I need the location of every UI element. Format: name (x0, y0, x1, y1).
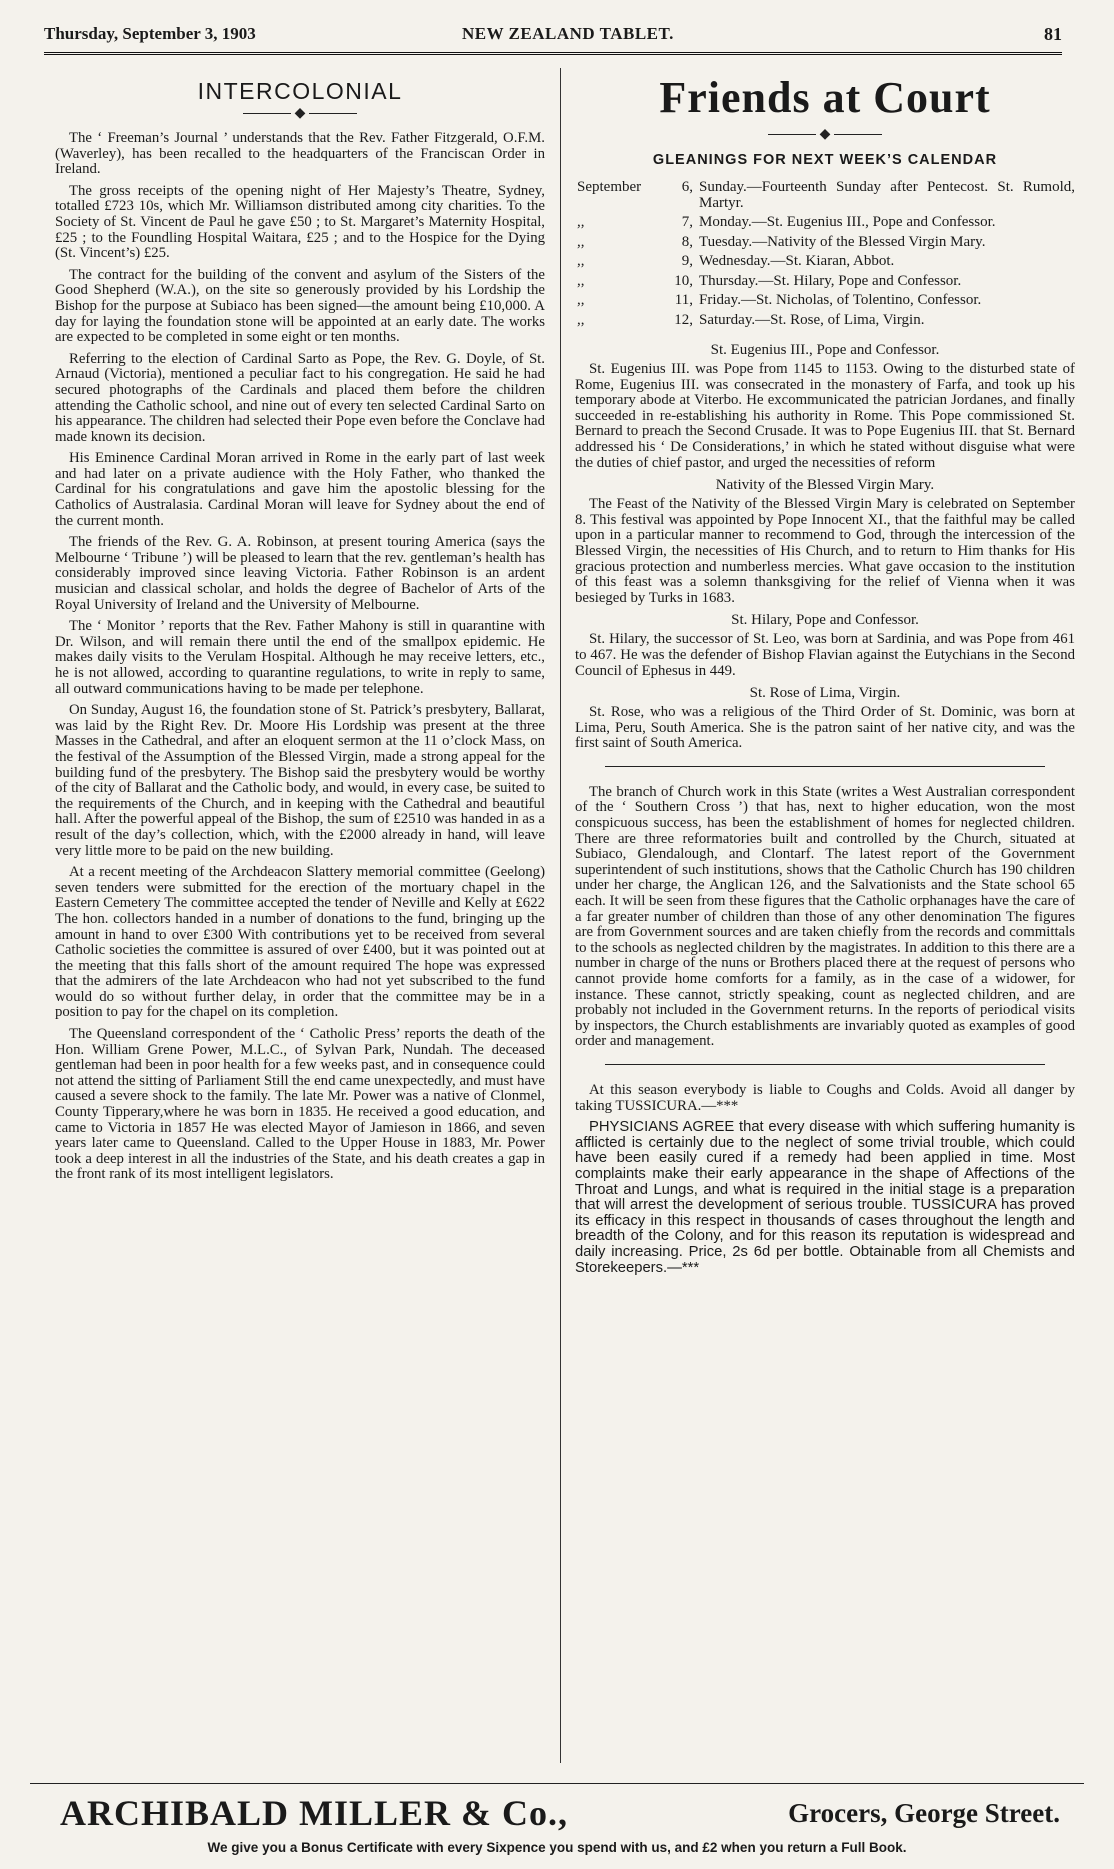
section-divider (605, 766, 1045, 767)
calendar-day: 10, (674, 272, 693, 289)
calendar-day: 7, (681, 214, 693, 230)
calendar-day: 12, (674, 311, 693, 328)
article-paragraph: The friends of the Rev. G. A. Robinson, at present touring America (says the Melbourne ‘ Tribune ’) will be pleased to learn that the rev. gentleman’s health has considerably improved since leaving Victoria. Father Robinson is an ardent musician and classical scholar, and holds the degree of Bachelor of Arts of the Royal University of Ireland and the University of Melbourne. (55, 534, 545, 613)
friends-at-court-title: Friends at Court (659, 73, 991, 122)
tussicura-ad-body: PHYSICIANS AGREE that every disease with which suffering humanity is afflicted is certainly due to the neglect of some trivial trouble, which could have been easily cured if a remedy had been applied in time. Most complaints make their early appearance in the shape of Affections of the Throat and Lungs, and what is required in the initial stage is a preparation that will arrest the development of serious trouble. TUSSICURA has proved its efficacy in this respect in thousands of cases throughout the length and breadth of the Colony, and for this reason its reputation is widespread and daily increasing. Price, 2s 6d per bottle. Obtainable from all Chemists and Storekeepers.—*** (575, 1119, 1075, 1276)
article-paragraph: On Sunday, August 16, the foundation stone of St. Patrick’s presbytery, Ballarat, was laid by the Right Rev. Dr. Moore His Lordship was present at the three Masses in the Cathedral, and after an eloquent sermon at the 11 o’clock Mass, on the festival of the Assumption of the Blessed Virgin, made a strong appeal for the building fund of the presbytery. The Bishop said the presbytery would be worthy of the city of Ballarat and the Catholic body, and would, in every case, be suited to the requirements of the Church, and in keeping with the Cathedral and beautiful hall. After the powerful appeal of the Bishop, the sum of £2510 was handed in as a result of the day’s collection, which, with the £2000 already in hand, will leave very little more to be paid on the new building. (55, 702, 545, 859)
article-paragraph: The gross receipts of the opening night of Her Majesty’s Theatre, Sydney, totalled £723 10s, which Mr. Williamson distributed among city charities. To the Society of St. Vincent de Paul he gave £50 ; to St. Margaret’s Maternity Hospital, £25 ; to the Foundling Hospital Waitara, £25 ; and to the Hospice for the Dying (St. Vincent’s) £25. (55, 182, 545, 262)
calendar-row (575, 293, 1075, 313)
calendar-day: 8, (681, 233, 693, 250)
feast-paragraph: St. Hilary, the successor of St. Leo, was born at Sardinia, and was Pope from 461 to 467. He was the defender of Bishop Flavian against the Eutychians in the Second Council of Ephesus in 449. (575, 631, 1075, 679)
feast-paragraph: St. Eugenius III. was Pope from 1145 to 1153. Owing to the disturbed state of Rome, Eugenius III. was consecrated in the monastery of Farfa, and took up his temporary abode at Viterbo. He excommunicated the patrician Jordanes, and finally succeeded in re-establishing his authority in Rome. This Pope commissioned St. Bernard to preach the Second Crusade. It was to Pope Eugenius III. that St. Bernard addressed his ‘ De Considerations,’ in which he stated without disguise what were the duties of chief pastor, and urged the necessities of reform (575, 361, 1075, 471)
calendar-row (575, 215, 1075, 235)
calendar-day: 9, (681, 253, 693, 269)
feast-heading: St. Hilary, Pope and Confessor. (731, 612, 919, 629)
tussicura-ad-intro: At this season everybody is liable to Coughs and Colds. Avoid all danger by taking TUSSICURA.—*** (575, 1081, 1075, 1114)
calendar-entry: Wednesday.—St. Kiaran, Abbot. (699, 253, 895, 269)
header-date: Thursday, September 3, 1903 (44, 24, 256, 43)
article-paragraph: At a recent meeting of the Archdeacon Slattery memorial committee (Geelong) seven tenders were submitted for the erection of the mortuary chapel in the Eastern Cemetery The committee accepted the tender of Neville and Kelly at £622 The hon. collectors handed in a number of donations to the fund, bringing up the amount in hand to over £300 With contributions yet to be received from several Catholic societies the committee is assured of over £400, but it was pointed out at the meeting that this falls short of the amount required The hope was expressed that the admirers of the late Archdeacon who had not yet subscribed to the fund would do so without further delay, in order that the committee may be in a position to pay for the chapel on its completion. (55, 864, 545, 1021)
saints-calendar (575, 180, 1075, 332)
feast-paragraph: The Feast of the Nativity of the Blessed Virgin Mary is celebrated on September 8. This festival was appointed by Pope Innocent XI., that the faithful may be called upon in a particular manner to recommend to God, through the intercession of the Blessed Virgin, the necessities of His Church, and to return to Him thanks for His gracious protection and numberless mercies. What gave occasion to the institution of this feast was a solemn thanksgiving for the relief of Vienna when it was besieged by Turks in 1683. (575, 496, 1075, 606)
section-divider (605, 1064, 1045, 1065)
footer-divider (30, 1783, 1084, 1784)
intercolonial-column (55, 74, 545, 1189)
diamond-ornament-icon: ◆ (575, 128, 1075, 142)
article-paragraph: The ‘ Freeman’s Journal ’ understands that the Rev. Father Fitzgerald, O.F.M. (Waverley), has been recalled to the headquarters of the Franciscan Order in Ireland. (55, 130, 545, 178)
advertiser-trade: Grocers, George Street. (788, 1798, 1060, 1828)
bonus-certificate-note: We give you a Bonus Certificate with every Sixpence you spend with us, and £2 when you return a Full Book. (207, 1840, 907, 1855)
calendar-row (575, 180, 1075, 215)
advertiser-name: ARCHIBALD MILLER & Co., (60, 1793, 569, 1833)
calendar-entry: Friday.—St. Nicholas, of Tolentino, Confessor. (699, 292, 982, 308)
calendar-month: ,, (577, 292, 585, 308)
calendar-row (575, 235, 1075, 255)
article-paragraph: The ‘ Monitor ’ reports that the Rev. Father Mahony is still in quarantine with Dr. Wilson, and will remain there until the end of the smallpox epidemic. He makes daily visits to the Verulam Hospital. Although he may receive letters, etc., he is not allowed, according to quarantine regulations, to write in reply to same, all outward communications having to be made per telephone. (55, 618, 545, 697)
header-page-number: 81 (1044, 24, 1062, 44)
church-work-paragraph: The branch of Church work in this State (writes a West Australian correspondent of the ‘ Southern Cross ’) that has, next to higher education, won the most conspicuous success, has been the establishment of homes for neglected children. There are three reformatories built and controlled by the Church, situated at Subiaco, Glendalough, and Clontarf. The latest report of the Government superintendent of such institutions, shows that the Catholic Church has 190 children under her charge, the Anglican 126, and the Salvationists and the State school 65 each. It will be seen from these figures that the Catholic orphanages have the care of a far greater number of children than those of any other denomination The figures are from Government sources and are taken chiefly from the records and committals to the schools as neglected children by the magistrates. In addition to this there are a number in charge of the nuns or Brothers placed there at the request of persons who cannot provide home comforts for a family, as in the case of a widower, for instance. These cannot, strictly speaking, count as neglected children, and are probably not included in the Government returns. In the reports of periodical visits by inspectors, the Church establishments are invariably quoted as examples of good order and management. (575, 783, 1075, 1050)
page-header (44, 22, 1062, 55)
calendar-row (575, 313, 1075, 333)
calendar-month: September (577, 179, 642, 195)
calendar-day: 11, (674, 292, 693, 308)
feast-heading: St. Eugenius III., Pope and Confessor. (710, 342, 940, 358)
calendar-entry: Sunday.—Fourteenth Sunday after Pentecost. St. Rumold, Martyr. (699, 179, 1075, 211)
header-title: NEW ZEALAND TABLET. (462, 24, 674, 43)
feast-heading: Nativity of the Blessed Virgin Mary. (715, 477, 935, 494)
calendar-month: ,, (577, 311, 585, 328)
calendar-month: ,, (577, 214, 585, 230)
calendar-entry: Thursday.—St. Hilary, Pope and Confessor. (699, 272, 962, 289)
article-paragraph: The contract for the building of the convent and asylum of the Sisters of the Good Shepherd (W.A.), on the site so generously provided by his Lordship the Bishop for the purpose at Subiaco has been signed—the amount being £10,000. A day for laying the foundation stone will be appointed at an early date. The works are expected to be completed in some eight or ten months. (55, 266, 545, 346)
friends-at-court-column (575, 74, 1075, 1282)
feast-paragraph: St. Rose, who was a religious of the Third Order of St. Dominic, was born at Lima, Peru, South America. She is the patron saint of her native city, and was the first saint of South America. (575, 704, 1075, 752)
calendar-subtitle: GLEANINGS FOR NEXT WEEK’S CALENDAR (652, 152, 998, 168)
calendar-row (575, 274, 1075, 294)
calendar-day: 6, (681, 179, 693, 195)
intercolonial-heading: INTERCOLONIAL (197, 78, 403, 104)
calendar-entry: Tuesday.—Nativity of the Blessed Virgin Mary. (699, 233, 986, 250)
calendar-entry: Saturday.—St. Rose, of Lima, Virgin. (699, 311, 925, 328)
calendar-month: ,, (577, 233, 585, 250)
calendar-entry: Monday.—St. Eugenius III., Pope and Confessor. (699, 214, 996, 230)
article-paragraph: His Eminence Cardinal Moran arrived in Rome in the early part of last week and had later on a private audience with the Holy Father, who thanked the Cardinal for his congratulations and gave him the apostolic blessing for the Catholics of Australasia. Cardinal Moran will leave for Sydney about the end of the current month. (55, 450, 545, 529)
feast-heading: St. Rose of Lima, Virgin. (749, 685, 901, 702)
diamond-ornament-icon: ◆ (55, 107, 545, 121)
column-divider (560, 68, 561, 1763)
footer-advertisement (60, 1792, 1060, 1836)
calendar-month: ,, (577, 272, 585, 289)
article-paragraph: The Queensland correspondent of the ‘ Catholic Press’ reports the death of the Hon. William Grene Power, M.L.C., of Sylvan Park, Nundah. The deceased gentleman had been in poor health for a few weeks past, and in consequence could not attend the sitting of Parliament Still the end came unexpectedly, and must have caused a severe shock to the family. The late Mr. Power was a native of Clonmel, County Tipperary,where he was born in 1835. He received a good education, and came to Victoria in 1857 He was elected Mayor of Jamieson in 1866, and seven years later came to Queensland. Called to the Upper House in 1883, Mr. Power took a deep interest in all the industries of the State, and his death creates a gap in the front rank of its most intelligent legislators. (55, 1026, 545, 1183)
calendar-month: ,, (577, 253, 585, 269)
article-paragraph: Referring to the election of Cardinal Sarto as Pope, the Rev. G. Doyle, of St. Arnaud (Victoria), mentioned a peculiar fact to his congregation. He said he had secured photographs of the Cardinals and placed them before the children attending the Catholic school, and nine out of every ten selected Cardinal Sarto on his appearance. The children had selected their Pope even before the Conclave had made known its decision. (55, 350, 545, 445)
calendar-row (575, 254, 1075, 274)
